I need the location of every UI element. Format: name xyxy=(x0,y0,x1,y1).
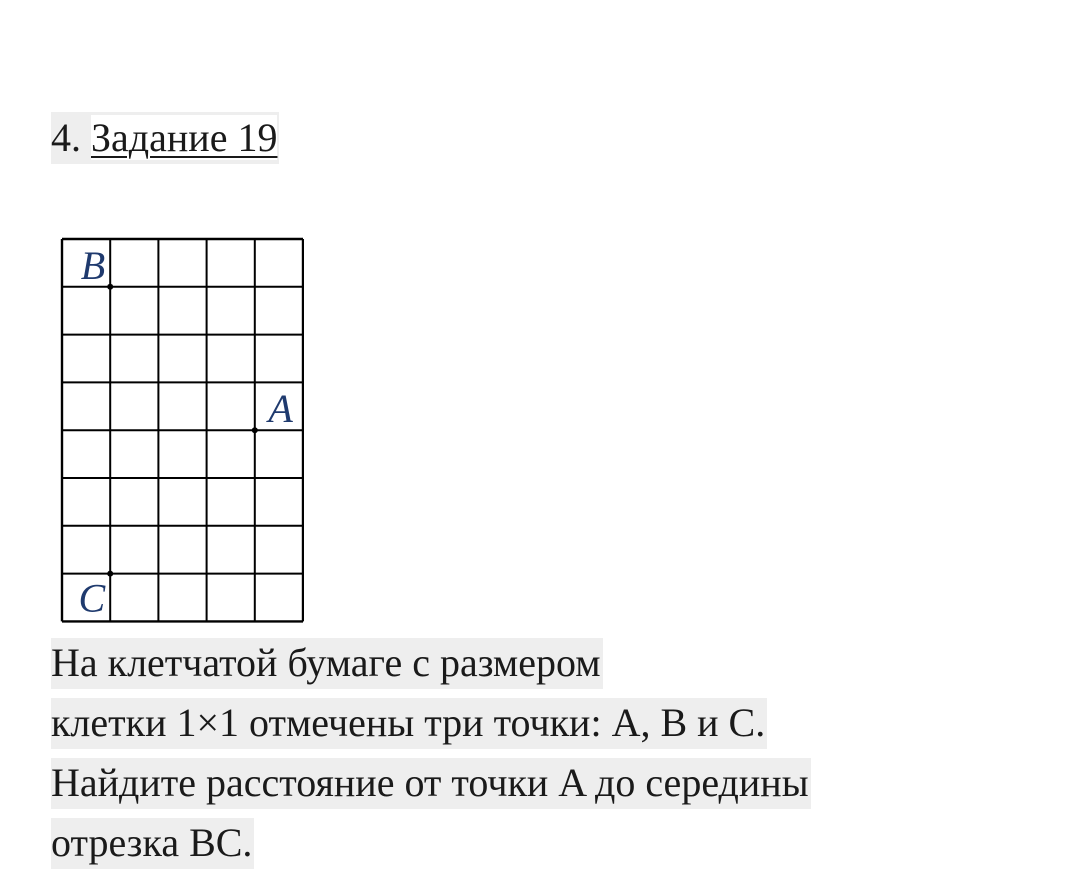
task-heading xyxy=(51,112,279,164)
point-c-label: C xyxy=(78,575,106,621)
problem-line-3: Найдите расстояние от точки A до середины xyxy=(51,753,811,813)
grid-figure xyxy=(58,236,304,629)
point-a-dot xyxy=(252,427,258,433)
problem-line-2: клетки 1×1 отмечены три точки: A, B и C. xyxy=(51,693,811,753)
problem-text xyxy=(51,633,811,873)
task-link[interactable]: Задание 19 xyxy=(91,115,278,160)
point-a-label: A xyxy=(268,386,293,432)
problem-line-4: отрезка BC. xyxy=(51,813,811,873)
grid-diagram xyxy=(58,236,304,624)
point-b-dot xyxy=(107,284,113,290)
task-number: 4. xyxy=(51,115,81,160)
problem-line-1: На клетчатой бумаге с размером xyxy=(51,633,811,693)
point-b-label: B xyxy=(80,242,106,288)
point-c-dot xyxy=(107,571,113,577)
